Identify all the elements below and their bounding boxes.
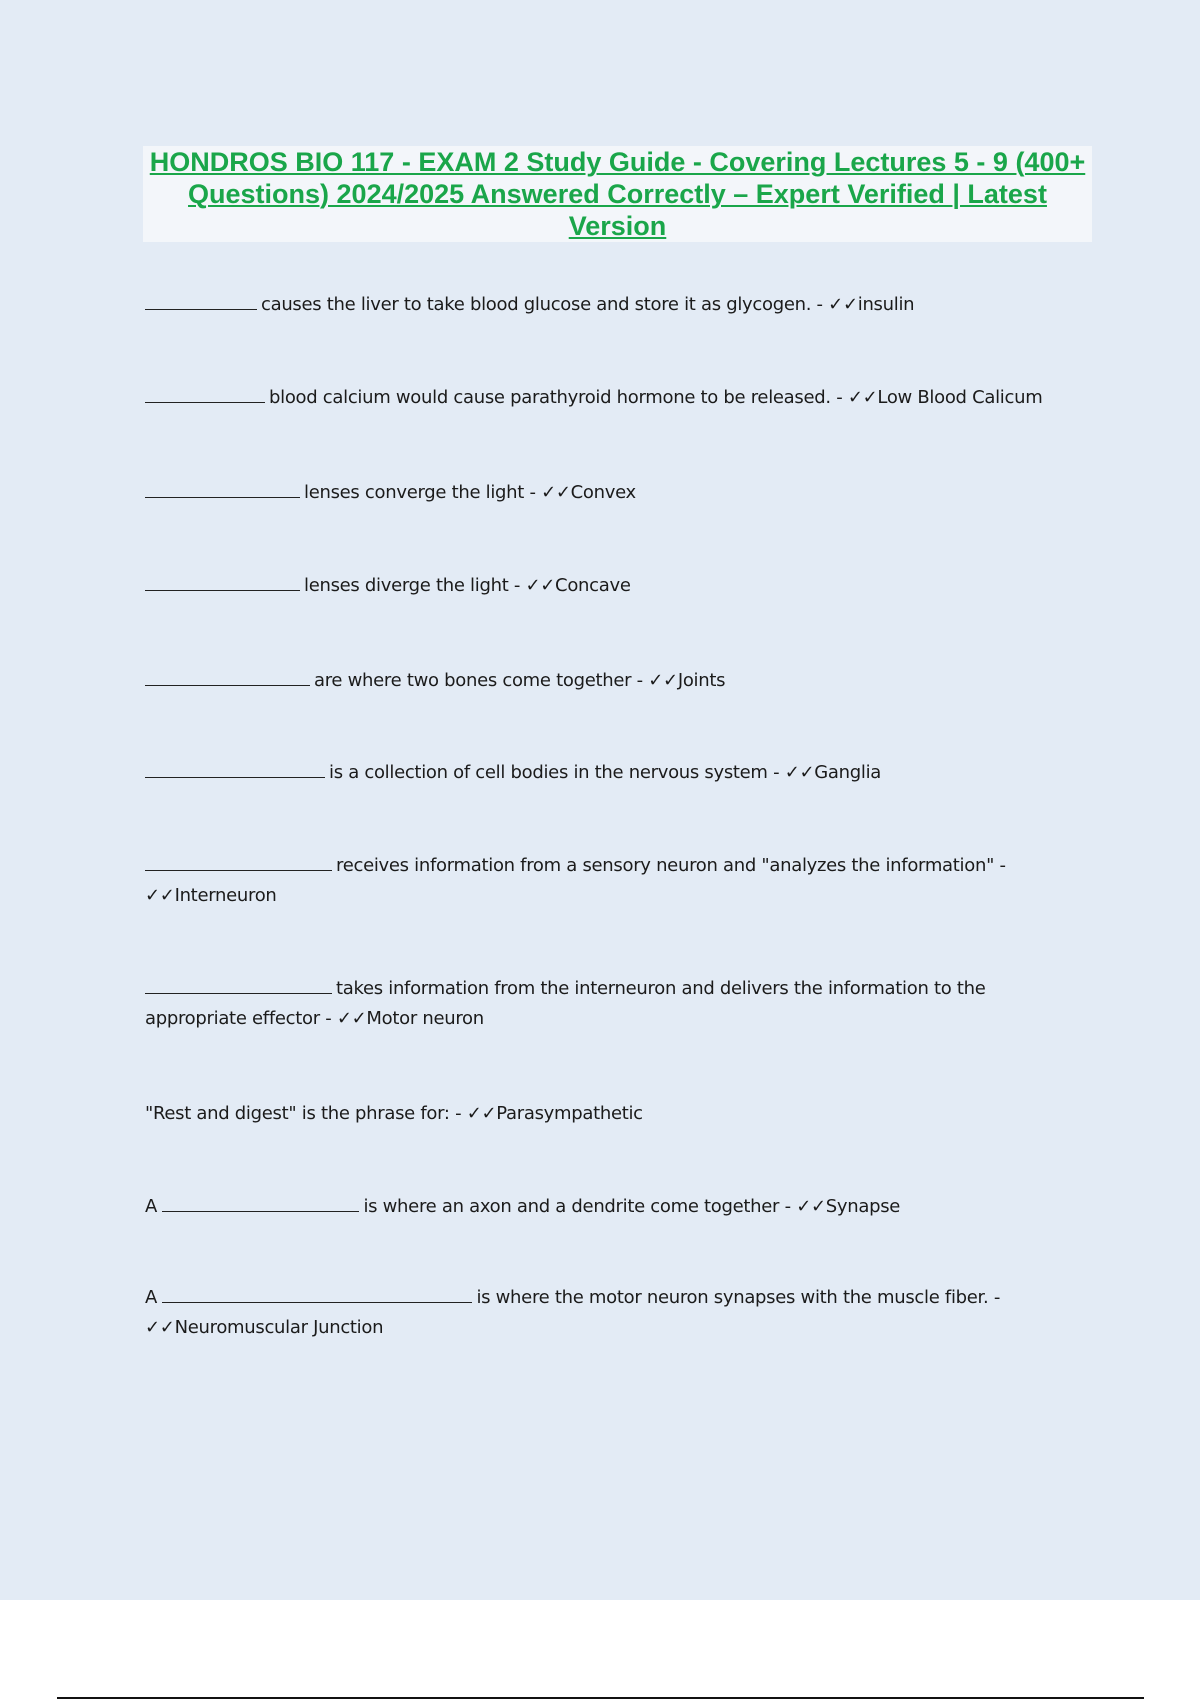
question-item <box>145 1191 1085 1222</box>
answer-blank <box>145 973 332 994</box>
document-title: HONDROS BIO 117 - EXAM 2 Study Guide - Covering Lectures 5 - 9 (400+ Questions) 2024/2025 Answered Correctly – Expert Verified | Latest Version <box>149 147 1086 241</box>
question-item <box>145 850 1085 911</box>
question-item <box>145 1099 1085 1129</box>
question-item <box>145 477 1085 508</box>
question-text: lenses diverge the light - ✓✓Concave <box>304 575 631 596</box>
question-text: are where two bones come together - ✓✓Joints <box>314 670 726 691</box>
question-text: "Rest and digest" is the phrase for: - ✓✓Parasympathetic <box>145 1103 643 1124</box>
question-prefix: A <box>145 1287 158 1308</box>
question-text: receives information from a sensory neuron and "analyzes the information" - ✓✓Interneuron <box>145 855 1006 906</box>
question-item <box>145 1282 1085 1343</box>
question-item <box>145 665 1085 696</box>
question-item <box>145 570 1085 601</box>
footer-divider <box>57 1697 1144 1699</box>
question-text: causes the liver to take blood glucose and store it as glycogen. - ✓✓insulin <box>261 294 915 315</box>
question-text: takes information from the interneuron and delivers the information to the appropriate effector - ✓✓Motor neuron <box>145 978 986 1029</box>
question-prefix: A <box>145 1196 158 1217</box>
answer-blank <box>145 382 265 403</box>
question-item <box>145 289 1085 320</box>
question-text: lenses converge the light - ✓✓Convex <box>304 482 636 503</box>
answer-blank <box>145 570 300 591</box>
question-item <box>145 757 1085 788</box>
title-banner <box>143 146 1092 242</box>
answer-blank <box>145 757 325 778</box>
question-item <box>145 973 1085 1034</box>
answer-blank <box>162 1282 472 1303</box>
answer-blank <box>162 1191 359 1212</box>
question-text: is a collection of cell bodies in the nervous system - ✓✓Ganglia <box>329 762 882 783</box>
question-text: is where an axon and a dendrite come together - ✓✓Synapse <box>363 1196 901 1217</box>
answer-blank <box>145 850 332 871</box>
question-text: is where the motor neuron synapses with the muscle fiber. - ✓✓Neuromuscular Junction <box>145 1287 1001 1338</box>
answer-blank <box>145 289 257 310</box>
question-item <box>145 382 1085 413</box>
question-text: blood calcium would cause parathyroid hormone to be released. - ✓✓Low Blood Calicum <box>269 387 1043 408</box>
answer-blank <box>145 477 300 498</box>
answer-blank <box>145 665 310 686</box>
